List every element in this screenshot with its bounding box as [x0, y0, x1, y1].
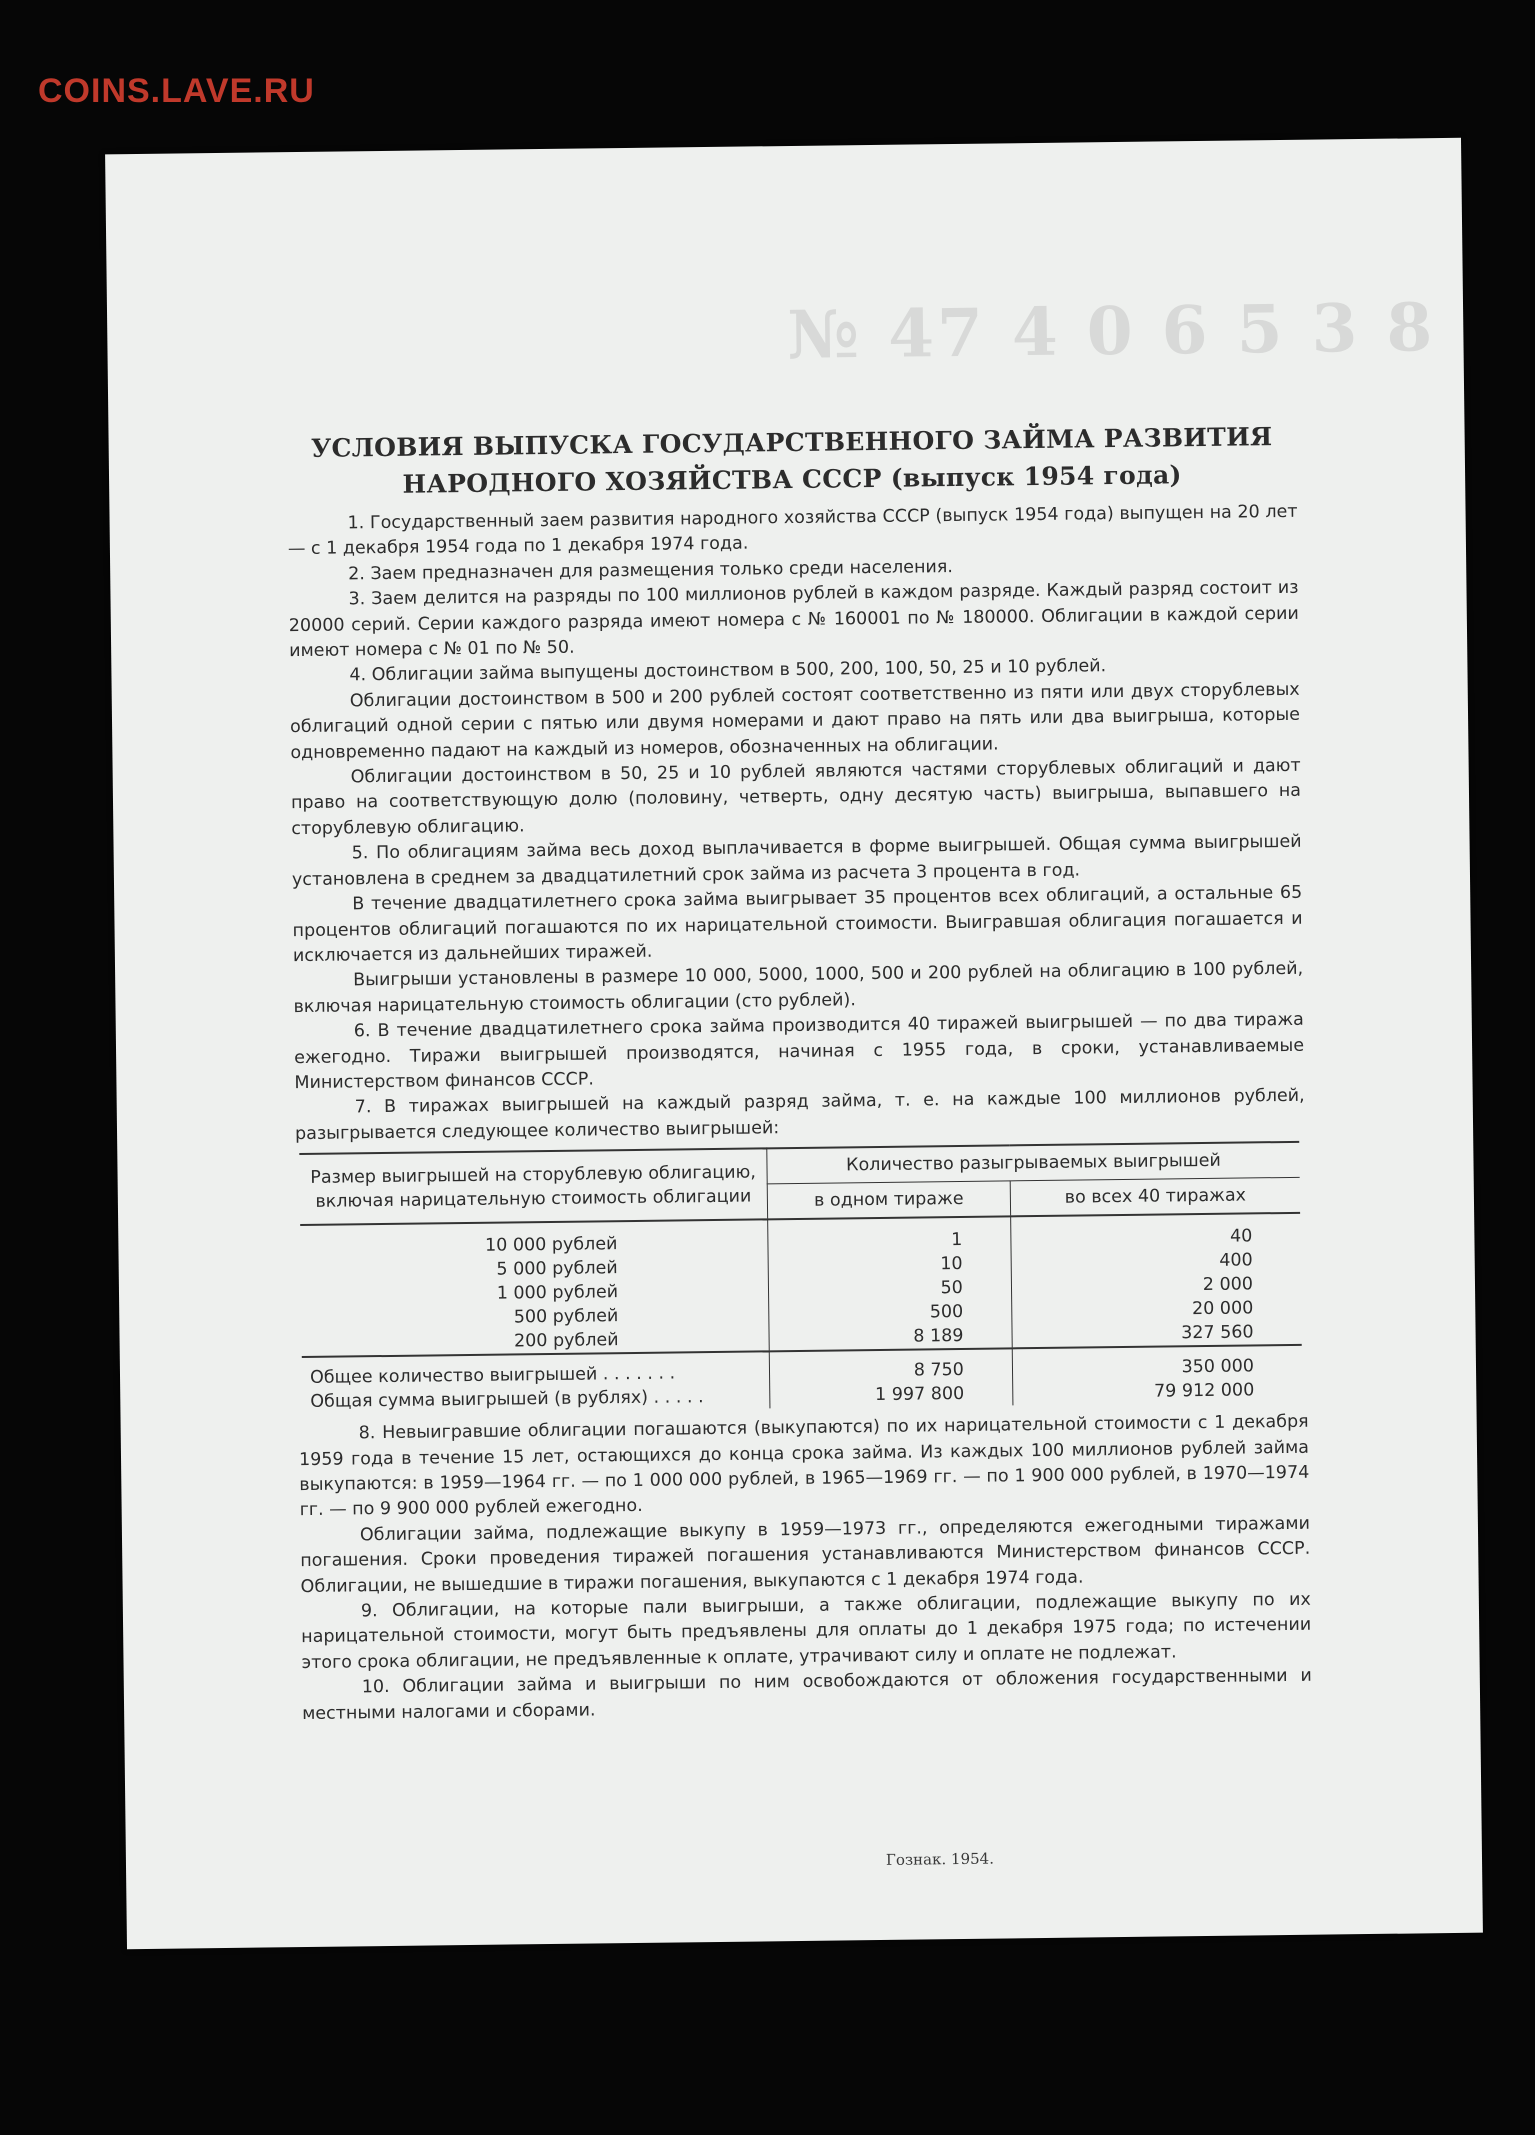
table-cell: 327 560	[1181, 1322, 1254, 1344]
prize-table	[299, 1141, 1302, 1414]
paragraph: 1. Государственный заем развития народного хозяйства СССР (выпуск 1954 года) выпущен на 20 лет — с 1 декабря 1954 года по 1 декабря 1974 года.	[287, 501, 1298, 560]
paragraph: 4. Облигации займа выпущены достоинством в 500, 200, 100, 50, 25 и 10 рублей.	[349, 656, 1107, 686]
total-count-label: Общее количество выигрышей . . . . . . .	[309, 1363, 676, 1389]
col-header-group: Количество разыгрываемых выигрышей	[845, 1150, 1221, 1176]
totals-one-draw	[769, 1349, 1013, 1409]
paragraph: 6. В течение двадцатилетнего срока займа производится 40 тиражей выигрышей — по два тиража ежегодно. Тиражи выигрышей производятся, начиная с 1955 года, в сроки, устанавливаемые Министерством финансов СССР.	[294, 1009, 1305, 1094]
total-sum-one: 1 997 800	[874, 1384, 965, 1406]
total-count-all: 350 000	[1181, 1356, 1255, 1378]
paragraph: 3. Заем делится на разряды по 100 миллионов рублей в каждом разряде. Каждый разряд состоит из 20000 серий. Серии каждого разряда имеют номера с № 160001 по № 180000. Облигации в каждой серии имеют номера с № 01 по № 50.	[288, 578, 1299, 662]
printer-mark: Гознак. 1954.	[885, 1849, 995, 1869]
title-line-1: УСЛОВИЯ ВЫПУСКА ГОСУДАРСТВЕННОГО ЗАЙМА РАЗВИТИЯ	[310, 422, 1273, 463]
table-cell: 8 189	[913, 1326, 964, 1347]
table-cell: 500	[929, 1302, 964, 1323]
site-watermark: COINS.LAVE.RU	[38, 72, 315, 110]
bond-document	[105, 138, 1483, 1949]
paragraph: 8. Невыигравшие облигации погашаются (выкупаются) по их нарицательной стоимости с 1 декабря 1959 года в течение 15 лет, остающихся до конца срока займа. Из каждых 100 миллионов рублей займа выкупаются: в 1959—1964 гг. — по 1 000 000 рублей, в 1965—1969 гг. — по 1 900 000 рублей, в 1970—1974 гг. — по 9 900 000 рублей ежегодно.	[298, 1411, 1310, 1521]
one-draw-cell	[768, 1217, 1012, 1352]
paragraph: В течение двадцатилетнего срока займа выигрывает 35 процентов всех облигаций, а остальные 65 процентов облигаций погашаются по их нарицательной стоимости. Выигравшая облигация погашается и исключается из дальнейших тиражей.	[292, 882, 1303, 967]
col-header-all-draws: во всех 40 тиражах	[1010, 1177, 1300, 1216]
total-count-one: 8 750	[913, 1360, 964, 1381]
table-cell: 10 000 рублей	[484, 1234, 618, 1256]
table-cell: 50	[940, 1278, 963, 1299]
paragraph: Облигации достоинством в 500 и 200 рублей состоят соответственно из пяти или двух сторублевых облигаций одной серии с пятью или двумя номерами и дают право на пять или два выигрыша, которые одновременно падают на каждый из номеров, обозначенных на облигации.	[289, 679, 1301, 763]
col-header-one-draw: в одном тираже	[767, 1181, 1010, 1219]
paragraph: 5. По облигациям займа весь доход выплачивается в форме выигрышей. Общая сумма выигрышей установлена в среднем за двадцатилетний срок займа из расчета 3 процента в год.	[291, 832, 1302, 890]
paragraph: Выигрыши установлены в размере 10 000, 5000, 1000, 500 и 200 рублей на облигацию в 100 рублей, включая нарицательную стоимость облигации (сто рублей).	[293, 959, 1304, 1017]
prize-sizes-cell	[300, 1219, 769, 1357]
table-cell: 500 рублей	[513, 1306, 619, 1328]
document-title	[286, 418, 1297, 504]
paragraph: 7. В тиражах выигрышей на каждый разряд займа, т. е. на каждые 100 миллионов рублей, разыгрывается следующее количество выигрышей:	[294, 1086, 1305, 1144]
table-cell: 5 000 рублей	[496, 1258, 618, 1280]
table-cell: 2 000	[1202, 1274, 1254, 1296]
totals-all-draws	[1012, 1345, 1302, 1406]
table-cell: 1	[951, 1230, 963, 1251]
paragraph: 2. Заем предназначен для размещения только среди населения.	[348, 556, 954, 585]
table-cell: 200 рублей	[513, 1330, 619, 1352]
all-draws-cell	[1011, 1213, 1302, 1349]
paragraph: 10. Облигации займа и выигрыши по ним освобождаются от обложения государственными и местными налогами и сборами.	[302, 1665, 1312, 1724]
table-cell: 10	[940, 1254, 963, 1275]
paragraph: 9. Облигации, на которые пали выигрыши, а также облигации, подлежащие выкупу по их нарицательной стоимости, могут быть предъявлены для оплаты до 1 декабря 1975 года; по истечении этого срока облигации, не предъявленные к оплате, утрачивают силу и оплате не подлежат.	[301, 1589, 1312, 1673]
total-sum-label: Общая сумма выигрышей (в рублях) . . . . .	[310, 1387, 704, 1413]
table-cell: 20 000	[1191, 1298, 1254, 1320]
table-cell: 40	[1229, 1226, 1253, 1247]
table-cell: 400	[1219, 1250, 1253, 1271]
paragraph: Облигации достоинством в 50, 25 и 10 рублей являются частями сторублевых облигаций и дают право на соответствующую долю (половину, четверть, одну десятую часть) выигрыша, выпавшего на сторублевую облигацию.	[290, 755, 1302, 839]
col-header-prize-size: Размер выигрышей на сторублевую облигацию, включая нарицательную стоимость облигации	[299, 1148, 767, 1225]
totals-labels	[302, 1351, 770, 1414]
table-cell: 1 000 рублей	[496, 1282, 619, 1304]
document-content	[286, 418, 1312, 1727]
total-sum-all: 79 912 000	[1153, 1380, 1255, 1402]
title-line-2: НАРОДНОГО ХОЗЯЙСТВА СССР (выпуск 1954 года)	[402, 460, 1182, 499]
paragraph: Облигации займа, подлежащие выкупу в 1959—1973 гг., определяются ежегодными тиражами погашения. Сроки проведения тиражей погашения устанавливаются Министерством финансов СССР. Облигации, не вышедшие в тиражи погашения, выкупаются с 1 декабря 1974 года.	[300, 1513, 1311, 1597]
bleed-through-print: № 47 4 0 6 5 3 8	[786, 288, 1436, 375]
